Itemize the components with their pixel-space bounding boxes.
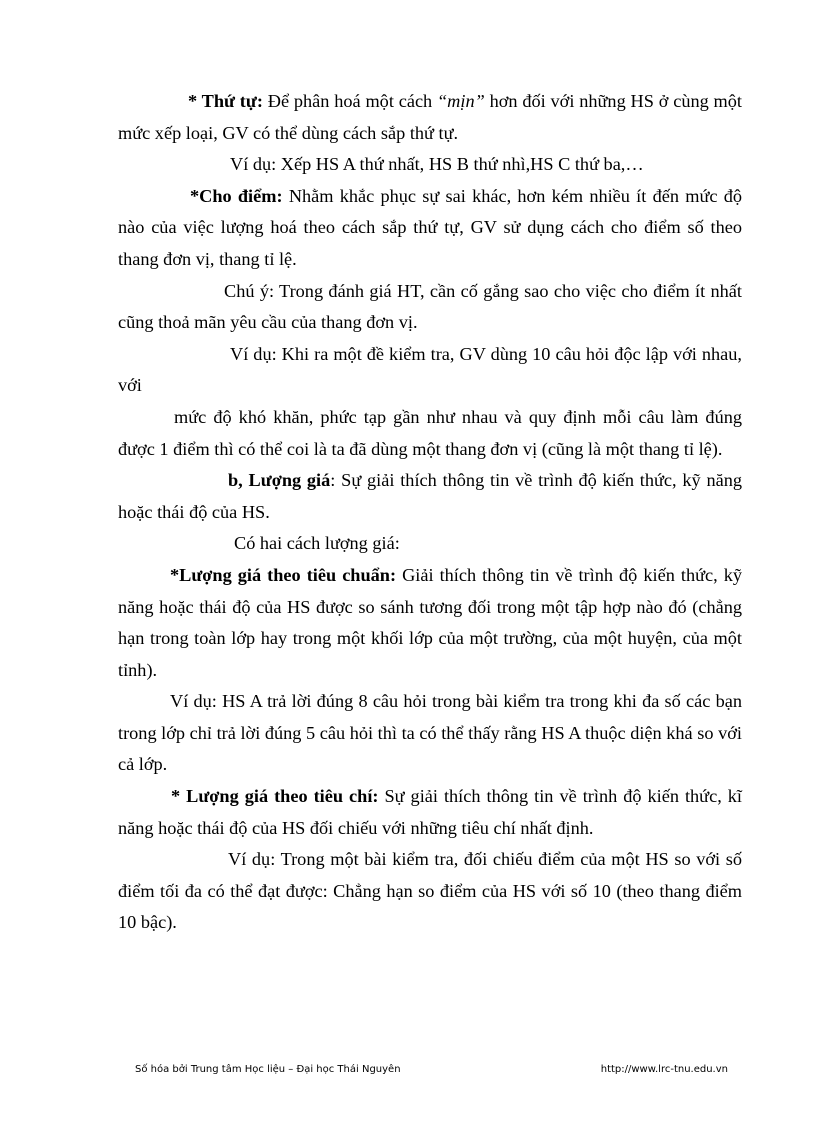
paragraph-tieu-chi: * Lượng giá theo tiêu chí: Sự giải thích thông tin về trình độ kiến thức, kĩ năng hoặc thái độ của HS đối chiếu với những tiêu chí nhất định. [118,786,742,838]
paragraph-tieu-chuan: *Lượng giá theo tiêu chuẩn: Giải thích thông tin về trình độ kiến thức, kỹ năng hoặc thái độ của HS được so sánh tương đối trong một tập hợp nào đó (chẳng hạn trong toàn lớp hay trong một khối lớp của một trường, của một huyện, của một tỉnh). [118,564,742,680]
paragraph-example-test: Ví dụ: Khi ra một đề kiểm tra, GV dùng 10 câu hỏi độc lập với nhau, với [118,343,742,396]
paragraph-luong-gia: b, Lượng giá: Sự giải thích thông tin về trình độ kiến thức, kỹ năng hoặc thái độ của HS. [118,470,742,522]
term-tieu-chi: * Lượng giá theo tiêu chí: [171,786,379,807]
term-tieu-chuan: *Lượng giá theo tiêu chuẩn: [170,564,397,585]
document-body [118,86,742,939]
term-thu-tu: * Thứ tự: [188,91,263,111]
paragraph-two-methods: Có hai cách lượng giá: [234,533,400,554]
paragraph-example-test-cont: mức độ khó khăn, phức tạp gần như nhau và quy định mỗi câu làm đúng được 1 điểm thì có thể coi là ta đã dùng một thang đơn vị (cũng là một thang tỉ lệ). [118,406,742,459]
paragraph-cho-diem: *Cho điểm: Nhằm khắc phục sự sai khác, hơn kém nhiều ít đến mức độ nào của việc lượng hoá theo cách sắp thứ tự, GV sử dụng cách cho điểm số theo thang đơn vị, thang tỉ lệ. [118,185,742,269]
term-luong-gia: b, Lượng giá [228,470,331,491]
paragraph-example-score: Ví dụ: Trong một bài kiểm tra, đối chiếu điểm của một HS so với số điểm tối đa có thể đạt được: Chẳng hạn so điểm của HS với số 10 (theo thang điểm 10 bậc). [118,849,742,933]
paragraph-example-ranking: Ví dụ: Xếp HS A thứ nhất, HS B thứ nhì,HS C thứ ba,… [230,154,644,175]
paragraph-thu-tu: * Thứ tự: Để phân hoá một cách “mịn” hơn đối với những HS ở cùng một mức xếp loại, GV có thể dùng cách sắp thứ tự. [118,91,742,143]
footer-source: Số hóa bởi Trung tâm Học liệu – Đại học Thái Nguyên [135,1064,401,1075]
term-cho-diem: *Cho điểm: [190,185,283,206]
paragraph-note: Chú ý: Trong đánh giá HT, cần cố gắng sao cho việc cho điểm ít nhất cũng thoả mãn yêu cầu của thang đơn vị. [118,280,742,333]
emphasis-min: “mịn” [437,91,485,111]
footer-url: http://www.lrc-tnu.edu.vn [600,1064,728,1075]
paragraph-example-class: Ví dụ: HS A trả lời đúng 8 câu hỏi trong bài kiểm tra trong khi đa số các bạn trong lớp chỉ trả lời đúng 5 câu hỏi thì ta có thể thấy rằng HS A thuộc diện khá so với cả lớp. [118,691,742,775]
